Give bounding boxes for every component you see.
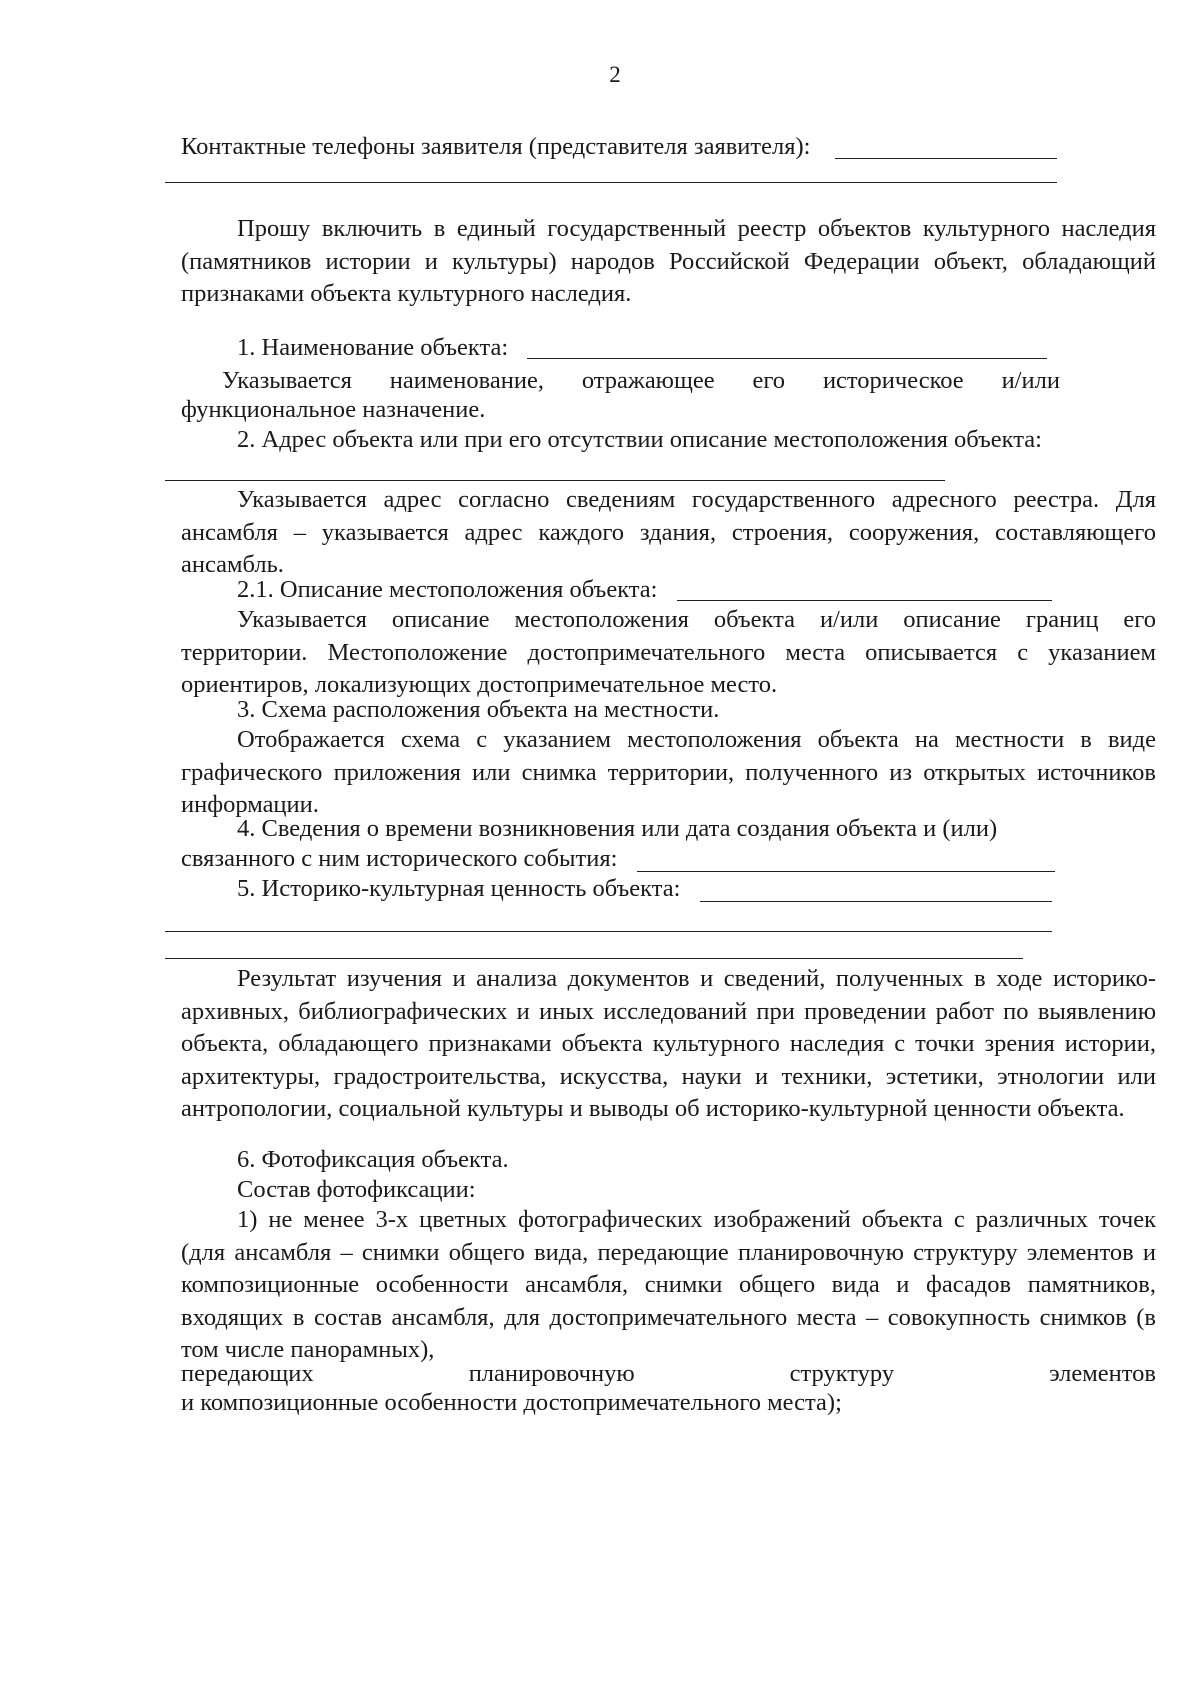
item21-fill-line xyxy=(677,600,1052,601)
spread-word: структуру xyxy=(789,1360,895,1387)
item1-label: 1. Наименование объекта: xyxy=(237,334,509,361)
item4-line2: связанного с ним исторического события: xyxy=(181,845,618,872)
photo-item1-end: и композиционные особенности достопримечательного места); xyxy=(181,1389,842,1416)
item2-label: 2. Адрес объекта или при его отсутствии описание местоположения объекта: xyxy=(237,426,1042,453)
item3-label: 3. Схема расположения объекта на местности. xyxy=(237,696,720,723)
note-word: его xyxy=(752,367,786,394)
spread-word: передающих xyxy=(181,1360,314,1387)
page-number: 2 xyxy=(609,62,621,87)
photo-composition-label: Состав фотофиксации: xyxy=(237,1176,476,1203)
item1-note-line1 xyxy=(222,365,1060,398)
item4-fill-line xyxy=(637,871,1055,872)
note-word: и/или xyxy=(1001,367,1060,394)
item5-label: 5. Историко-культурная ценность объекта: xyxy=(237,875,681,902)
result-paragraph: Результат изучения и анализа документов и сведений, полученных в ходе историко-архивных, библиографических и иных исследований при проведении работ по выявлению объекта, обладающего признаками объекта культурного наследия с точки зрения истории, архитектуры, градостроительства, искусства, науки и техники, эстетики, этнологии или антропологии, социальной культуры и выводы об историко-культурной ценности объекта. xyxy=(181,965,1156,1122)
spread-word: планировочную xyxy=(468,1360,635,1387)
note-word: Указывается xyxy=(222,367,352,394)
spread-word: элементов xyxy=(1049,1360,1156,1387)
note-word: историческое xyxy=(822,367,964,394)
request-paragraph: Прошу включить в единый государственный реестр объектов культурного наследия (памятников истории и культуры) народов Российской Федерации объект, обладающий признаками объекта культурного наследия. xyxy=(181,215,1156,307)
contacts-label: Контактные телефоны заявителя (представителя заявителя): xyxy=(181,133,811,160)
item1-fill-line xyxy=(527,358,1047,359)
photo-item1-text: 1) не менее 3-х цветных фотографических изображений объекта с различных точек (для ансамбля – снимки общего вида, передающие планировочную структуру элементов и композиционные особенности ансамбля, снимки общего вида и фасадов памятников, входящих в состав ансамбля, для достопримечательного места – совокупность снимков (в том числе панорамных), xyxy=(181,1206,1156,1363)
item5-fill-line-3 xyxy=(165,958,1023,959)
item5-fill-line-2 xyxy=(165,931,1052,932)
item3-note: Отображается схема с указанием местоположения объекта на местности в виде графического приложения или снимка территории, полученного из открытых источников информации. xyxy=(181,726,1156,818)
note-word: наименование, xyxy=(389,367,544,394)
item1-note-end: функциональное назначение. xyxy=(181,396,486,423)
item2-fill-line xyxy=(165,480,945,481)
item21-label: 2.1. Описание местоположения объекта: xyxy=(237,576,658,603)
item2-note: Указывается адрес согласно сведениям государственного адресного реестра. Для ансамбля – указывается адрес каждого здания, строения, сооружения, составляющего ансамбль. xyxy=(181,486,1156,578)
photo-item1-spread-line xyxy=(181,1358,1156,1391)
note-word: отражающее xyxy=(581,367,715,394)
item4-line1: 4. Сведения о времени возникновения или дата создания объекта и (или) xyxy=(237,815,998,842)
item6-label: 6. Фотофиксация объекта. xyxy=(237,1146,509,1173)
contacts-fill-line xyxy=(835,158,1057,159)
item5-fill-line xyxy=(700,901,1052,902)
contacts-fill-line-2 xyxy=(165,182,1057,183)
item21-note: Указывается описание местоположения объекта и/или описание границ его территории. Местоположение достопримечательного места описывается с указанием ориентиров, локализующих достопримечательное место. xyxy=(181,606,1156,698)
